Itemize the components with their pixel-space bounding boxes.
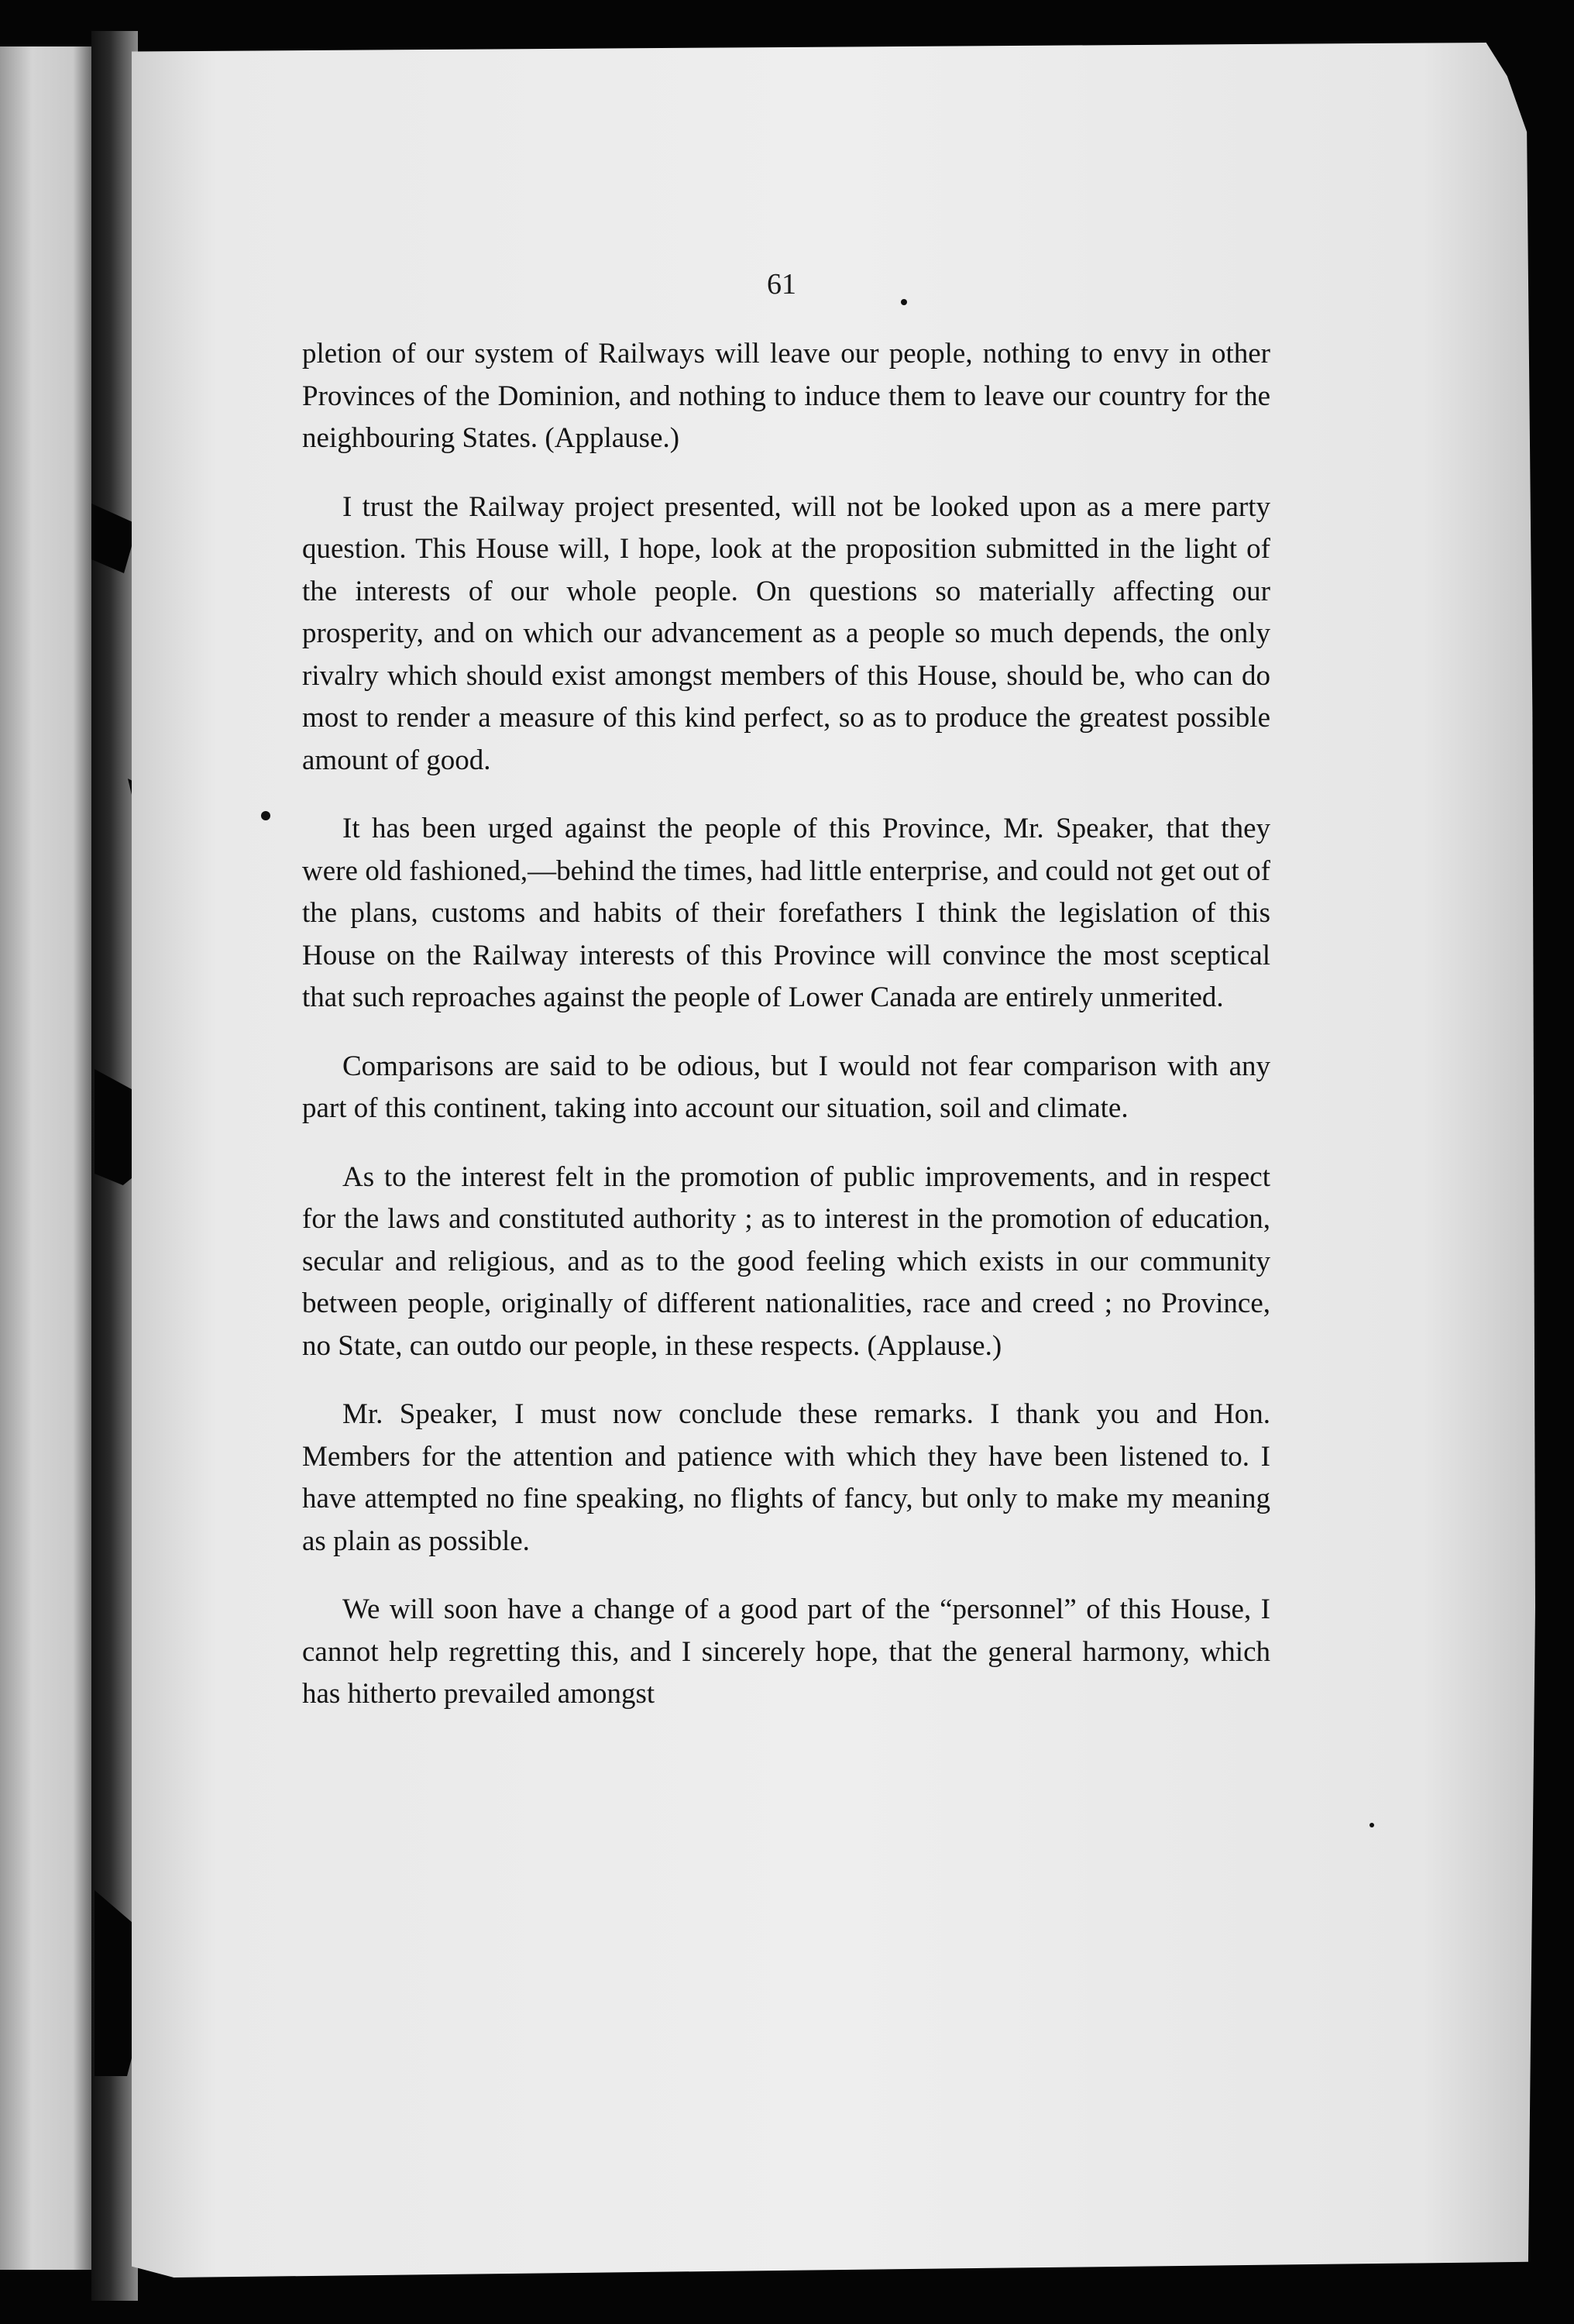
paragraph: It has been urged against the people of this Province, Mr. Speaker, that they were old fashioned,—behind the times, had little enterprise, and could not get out of the plans, customs and habits of their forefathers I think the legislation of this House on the Railway interests of this Province will convince the most sceptical that such reproaches against the people of Lower Canada are entirely unmerited. [302, 813, 1270, 1013]
paragraph: I trust the Railway project presented, will not be looked upon as a mere party question. This House will, I hope, look at the proposition submitted in the light of the interests of our whole people. On questions so materially affecting our prosperity, and on which our advancement as a people so much depends, the only rivalry which should exist amongst members of this House, should be, who can do most to render a measure of this kind perfect, so as to produce the greatest possible amount of good. [302, 490, 1270, 776]
page-body [302, 333, 1270, 1742]
ink-speck [1370, 1823, 1374, 1827]
page-number: 61 [767, 268, 796, 301]
paragraph: Mr. Speaker, I must now conclude these remarks. I thank you and Hon. Members for the attention and patience with which they have been listened to. I have attempted no fine speaking, no flights of fancy, but only to make my meaning as plain as possible. [302, 1398, 1270, 1557]
paragraph: pletion of our system of Railways will leave our people, nothing to envy in other Provinces of the Dominion, and nothing to induce them to leave our country for the neighbouring States. (Applause.) [302, 338, 1270, 454]
ink-speck [261, 811, 270, 820]
paragraph: We will soon have a change of a good part of the “personnel” of this House, I cannot help regretting this, and I sincerely hope, that the general harmony, which has hitherto prevailed amongst [302, 1593, 1270, 1710]
paragraph: Comparisons are said to be odious, but I would not fear comparison with any part of this continent, taking into account our situation, soil and climate. [302, 1050, 1270, 1124]
ink-speck [901, 299, 907, 305]
paragraph: As to the interest felt in the promotion of public improvements, and in respect for the laws and constituted authority ; as to interest in the promotion of education, secular and religious, and as to the good feeling which exists in our community between people, originally of different nationalities, race and creed ; no Province, no State, can outdo our people, in these respects. (Applause.) [302, 1160, 1270, 1362]
facing-page-edge [0, 46, 91, 2270]
